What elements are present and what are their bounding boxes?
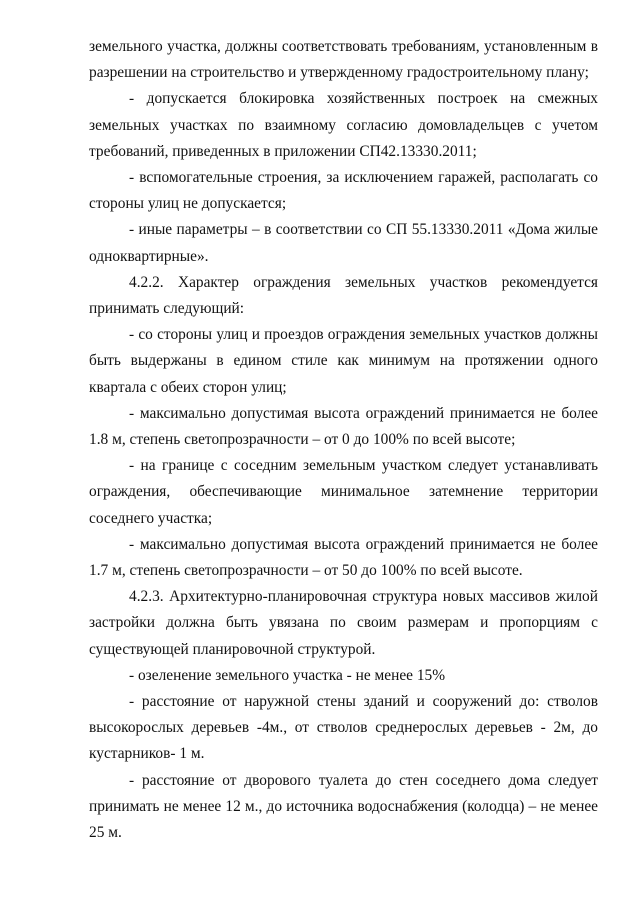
paragraph-continuation: земельного участка, должны соответствовать требованиям, установленным в разрешении на строительство и утвержденному градостроительному плану;: [89, 38, 598, 82]
paragraph-toilet-distances: - расстояние от дворового туалета до стен соседнего дома следует принимать не менее 12 м., до источника водоснабжения (колодца) – не менее 25 м.: [89, 771, 598, 842]
paragraph-fence-height-1-7: - максимально допустимая высота ограждений принимается не более 1.7 м, степень светопрозрачности – от 50 до 100% по всей высоте.: [89, 535, 598, 580]
document-page: [89, 34, 598, 846]
section-4-2-2: 4.2.2. Характер ограждения земельных участков рекомендуется принимать следующий:: [89, 273, 598, 318]
paragraph-other-parameters: - иные параметры – в соответствии со СП 55.13330.2011 «Дома жилые одноквартирные».: [89, 221, 598, 265]
paragraph-auxiliary-buildings: - вспомогательные строения, за исключением гаражей, располагать со стороны улиц не допускается;: [89, 169, 598, 213]
paragraph-landscaping: - озеленение земельного участка - не менее 15%: [129, 666, 446, 684]
paragraph-outbuilding-blocking: - допускается блокировка хозяйственных построек на смежных земельных участках по взаимному согласию домовладельцев с учетом требований, приведенных в приложении СП42.13330.2011;: [89, 90, 598, 160]
paragraph-fence-height-1-8: - максимально допустимая высота ограждений принимается не более 1.8 м, степень светопрозрачности – от 0 до 100% по всей высоте;: [89, 404, 598, 449]
paragraph-tree-distances: - расстояние от наружной стены зданий и сооружений до: стволов высокорослых деревьев -4м., от стволов среднерослых деревьев - 2м, до кустарников- 1 м.: [89, 693, 598, 763]
section-4-2-3: 4.2.3. Архитектурно-планировочная структура новых массивов жилой застройки должна быть увязана по своим размерам и пропорциям с существующей планировочной структурой.: [89, 588, 598, 658]
paragraph-neighbor-boundary: - на границе с соседним земельным участком следует устанавливать ограждения, обеспечивающие минимальное затемнение территории соседнего участка;: [89, 457, 598, 527]
paragraph-street-fencing: - со стороны улиц и проездов ограждения земельных участков должны быть выдержаны в едином стиле как минимум на протяжении одного квартала с обеих сторон улиц;: [89, 326, 598, 396]
